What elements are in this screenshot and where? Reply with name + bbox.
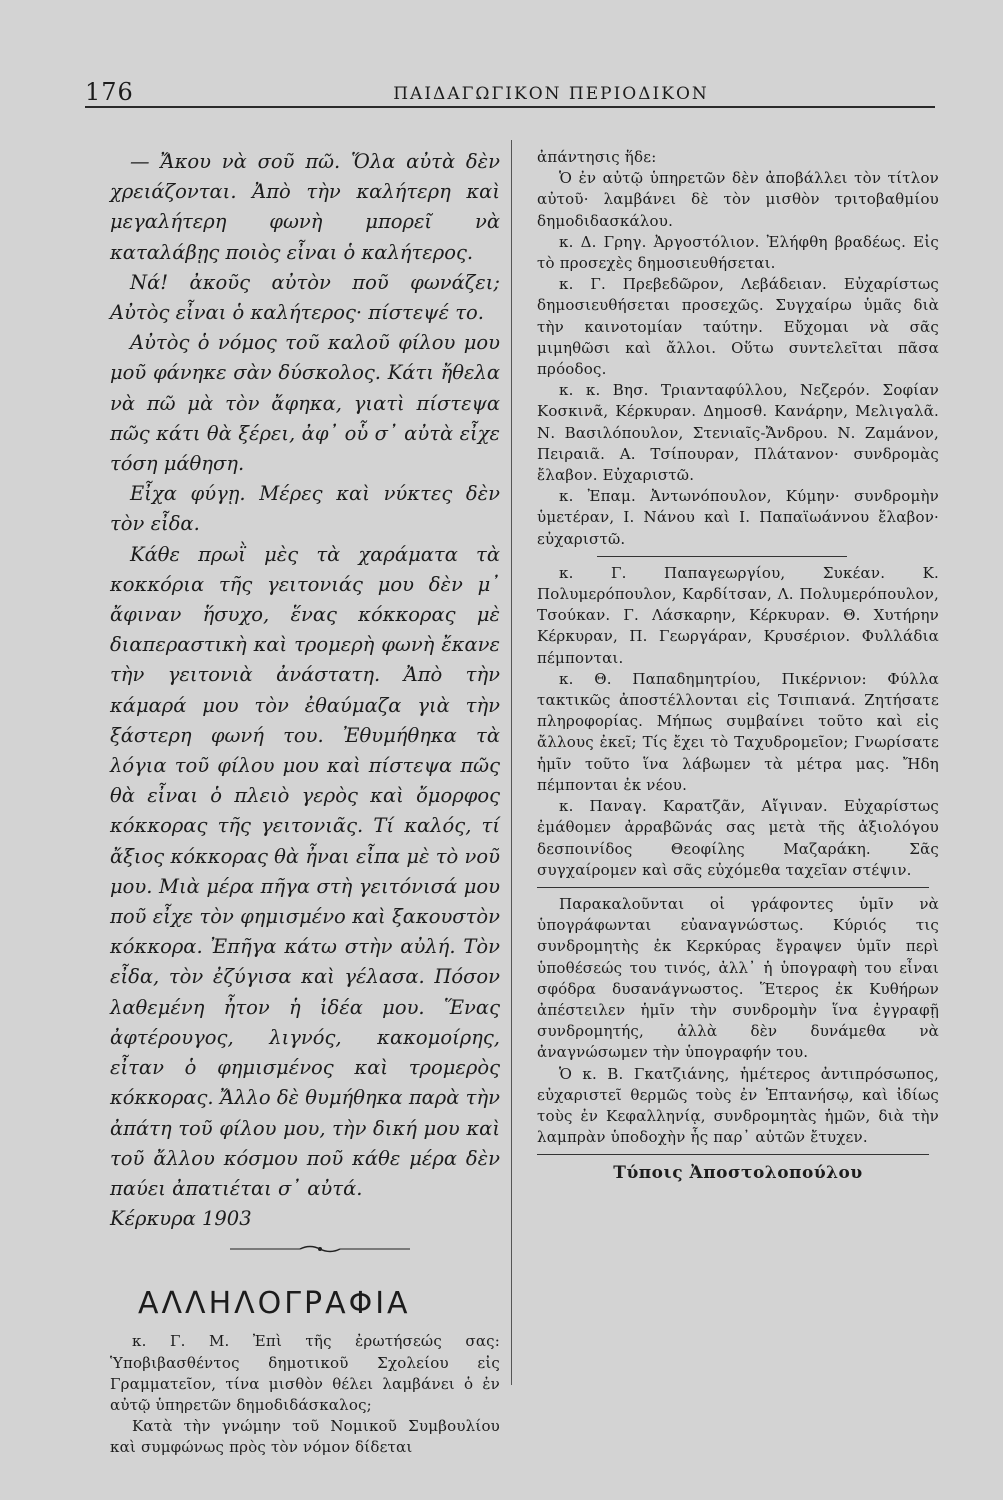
story-place-date: Κέρκυρα 1903 (110, 1207, 252, 1231)
running-title: ΠΑΙΔΑΓΩΓΙΚΟΝ ΠΕΡΙΟΔΙΚΟΝ (393, 84, 709, 104)
correspondence-paragraph: κ. Γ. Πρεβεδῶρον, Λεβάδειαν. Εὐχαρίστως δημοσιευθήσεται προσεχῶς. Συγχαίρω ὑμᾶς διὰ τὴν καινοτομίαν ταύτην. Εὔχομαι νὰ σᾶς μιμηθῶσι καὶ ἄλλοι. Οὕτω συντελεῖται πᾶσα πρόοδος. (537, 275, 939, 379)
correspondence-paragraph: Παρακαλοῦνται οἱ γράφοντες ὑμῖν νὰ ὑπογράφωνται εὐαναγνώστως. Κύριός τις συνδρομητὴς ἐκ Κερκύρας ἔγραψεν ὑμῖν περὶ ὑποθέσεώς του τινός, ἀλλ᾽ ἡ ὑπογραφὴ του εἶναι σφόδρα δυσανάγνωστος. Ἕτερος ἐκ Κυθήρων ἀπέστειλεν ἡμῖν τὴν συνδρομὴν ἵνα ἐγγραφῇ συνδρομητής, ἀλλὰ δὲν δυνάμεθα νὰ ἀναγνώσωμεν τὴν ὑπογραφήν του. (537, 894, 939, 1062)
correspondence-paragraph: κ. κ. Βησ. Τριανταφύλλου, Νεζερόν. Σοφίαν Κοσκινᾶ, Κέρκυραν. Δημοσθ. Κανάρην, Μελιγαλᾶ. Ν. Βασιλόπουλον, Στενιαῖς-Ἄνδρου. Ν. Ζαμάνον, Πειραιᾶ. Α. Τσίπουραν, Πλάτανον· συνδρομὰς ἔλαβον. Εὐχαριστῶ. (537, 381, 939, 485)
page-header (85, 78, 937, 108)
right-column (537, 147, 939, 1183)
header-rule (85, 106, 935, 108)
column-divider (511, 140, 512, 1385)
story-paragraph: Νά! ἀκοῦς αὐτὸν ποῦ φωνάζει; Αὐτὸς εἶναι ὁ καλήτερος· πίστεψέ το. (110, 270, 500, 325)
printer-imprint: Τύποις Ἀποστολοπούλου (613, 1163, 863, 1184)
story-paragraph: Κάθε πρωῒ μὲς τὰ χαράματα τὰ κοκκόρια τῆς γειτονιάς μου δὲν μ᾽ ἄφιναν ἥσυχο, ἕνας κόκκορας μὲ διαπεραστικὴ καὶ τρομερὴ φωνὴ ἔκανε τὴν γειτονιὰ ἀνάστατη. Ἀπὸ τὴν κάμαρά μου τὸν ἐθαύμαζα γιὰ τὴν ξάστερη φωνή του. Ἐθυμήθηκα τὰ λόγια τοῦ φίλου μου καὶ πίστεψα πῶς θὰ εἶναι ὁ πλειὸ γερὸς καὶ ὄμορφος κόκκορας τῆς γειτονιᾶς. Τί καλός, τί ἄξιος κόκκορας θὰ ἦναι εἶπα μὲ τὸ νοῦ μου. Μιὰ μέρα πῆγα στὴ γειτόνισά μου ποῦ εἶχε τὸν φημισμένο καὶ ξακουστὸν κόκκορα. Ἐπῆγα κάτω στὴν αὐλή. Τὸν εἶδα, τὸν ἐζύγισα καὶ γέλασα. Πόσον λαθεμένη ἦτον ἡ ἰδέα μου. Ἕνας ἀφτέρουγος, λιγνός, κακομοίρης, εἶταν ὁ φημισμένος καὶ τρομερὸς κόκκορας. Ἄλλο δὲ θυμήθηκα παρὰ τὴν ἀπάτη τοῦ φίλου μου, τὴν δική μου καὶ τοῦ ἄλλου κόσμου ποῦ κάθε μέρα δὲν παύει ἀπατιέται σ᾽ αὐτά. (110, 542, 500, 1200)
correspondence-left (110, 1331, 500, 1458)
story-paragraph: — Ἄκου νὰ σοῦ πῶ. Ὅλα αὐτὰ δὲν χρειάζονται. Ἀπὸ τὴν καλήτερη καὶ μεγαλήτερη φωνὴ μπορεῖ νὰ καταλάβῃς ποιὸς εἶναι ὁ καλήτερος. (110, 150, 500, 264)
section-rule (597, 556, 847, 557)
story-paragraph: Αὐτὸς ὁ νόμος τοῦ καλοῦ φίλου μου μοῦ φάνηκε σὰν δύσκολος. Κάτι ἤθελα νὰ πῶ μὰ τὸν ἄφηκα, γιατὶ πίστεψα πῶς κάτι θὰ ξέρει, ἀφ᾽ οὗ σ᾽ αὐτὰ εἶχε τόση μάθηση. (110, 331, 500, 476)
correspondence-paragraph: κ. Ἐπαμ. Ἀντωνόπουλον, Κύμην· συνδρομὴν ὑμετέραν, Ι. Νάνου καὶ Ι. Παπαϊωάννου ἔλαβον· εὐχαριστῶ. (537, 487, 939, 548)
correspondence-paragraph: Ὁ ἐν αὐτῷ ὑπηρετῶν δὲν ἀποβάλλει τὸν τίτλον αὐτοῦ· λαμβάνει δὲ τὸν μισθὸν τριτοβαθμίου δημοδιδασκάλου. (537, 169, 939, 230)
story-text (110, 147, 500, 1234)
correspondence-paragraph: κ. Γ. Μ. Ἐπὶ τῆς ἐρωτήσεώς σας: Ὑποβιβασθέντος δημοτικοῦ Σχολείου εἰς Γραμματεῖον, τίνα μισθὸν θέλει λαμβάνει ὁ ἐν αὐτῷ ὑπηρετῶν δημοδιδάσκαλος; (110, 1332, 500, 1414)
correspondence-paragraph: Κατὰ τὴν γνώμην τοῦ Νομικοῦ Συμβουλίου καὶ συμφώνως πρὸς τὸν νόμον δίδεται (110, 1417, 500, 1457)
correspondence-heading: ΑΛΛΗΛΟΓΡΑΦΙΑ (138, 1286, 411, 1322)
page-number: 176 (85, 78, 134, 106)
correspondence-paragraph: κ. Γ. Παπαγεωργίου, Συκέαν. Κ. Πολυμερόπουλον, Καρδίτσαν, Λ. Πολυμερόπουλον, Τσούκαν. Γ. Λάσκαρην, Κέρκυραν. Θ. Χυτήρην Κέρκυραν, Π. Γεωργάραν, Κρυσέριον. Φυλλάδια πέμπονται. (537, 563, 939, 667)
correspondence-paragraph: κ. Παναγ. Καρατζᾶν, Αἴγιναν. Εὐχαρίστως ἐμάθομεν ἀρραβῶνάς σας μετὰ τῆς ἀξιολόγου δεσποινίδος Θεοφίλης Μαζαράκη. Σᾶς συγχαίρομεν καὶ σᾶς εὐχόμεθα ταχεῖαν στέψιν. (537, 797, 939, 879)
story-paragraph: Εἶχα φύγῃ. Μέρες καὶ νύκτες δὲν τὸν εἶδα. (110, 482, 500, 536)
correspondence-paragraph: Ὁ κ. Β. Γκατζιάνης, ἡμέτερος ἀντιπρόσωπος, εὐχαριστεῖ θερμῶς τοὺς ἐν Ἑπτανήσῳ, καὶ ἰδίως τοὺς ἐν Κεφαλληνίᾳ, συνδρομητὰς ἡμῶν, διὰ τὴν λαμπρὰν ὑποδοχὴν ἧς παρ᾽ αὐτῶν ἔτυχεν. (537, 1064, 939, 1147)
correspondence-paragraph: κ. Θ. Παπαδημητρίου, Πικέρνιον: Φύλλα τακτικῶς ἀποστέλλονται εἰς Τσιπιανά. Ζητήσατε πληροφορίας. Μήπως συμβαίνει τοῦτο καὶ εἰς ἄλλους ἐκεῖ; Τίς ἔχει τὸ Ταχυδρομεῖον; Γνωρίσατε ἡμῖν τοῦτο ἵνα λάβωμεν τὰ μέτρα μας. Ἤδη πέμπονται ἐκ νέου. (537, 669, 939, 794)
ornament-divider (220, 1244, 420, 1254)
section-rule (537, 1154, 929, 1155)
left-column (110, 147, 500, 1459)
section-rule (537, 887, 929, 888)
correspondence-paragraph: ἀπάντησις ἥδε: (537, 148, 657, 166)
correspondence-paragraph: κ. Δ. Γρηγ. Ἀργοστόλιον. Ἐλήφθη βραδέως. Εἰς τὸ προσεχὲς δημοσιευθήσεται. (537, 232, 939, 273)
